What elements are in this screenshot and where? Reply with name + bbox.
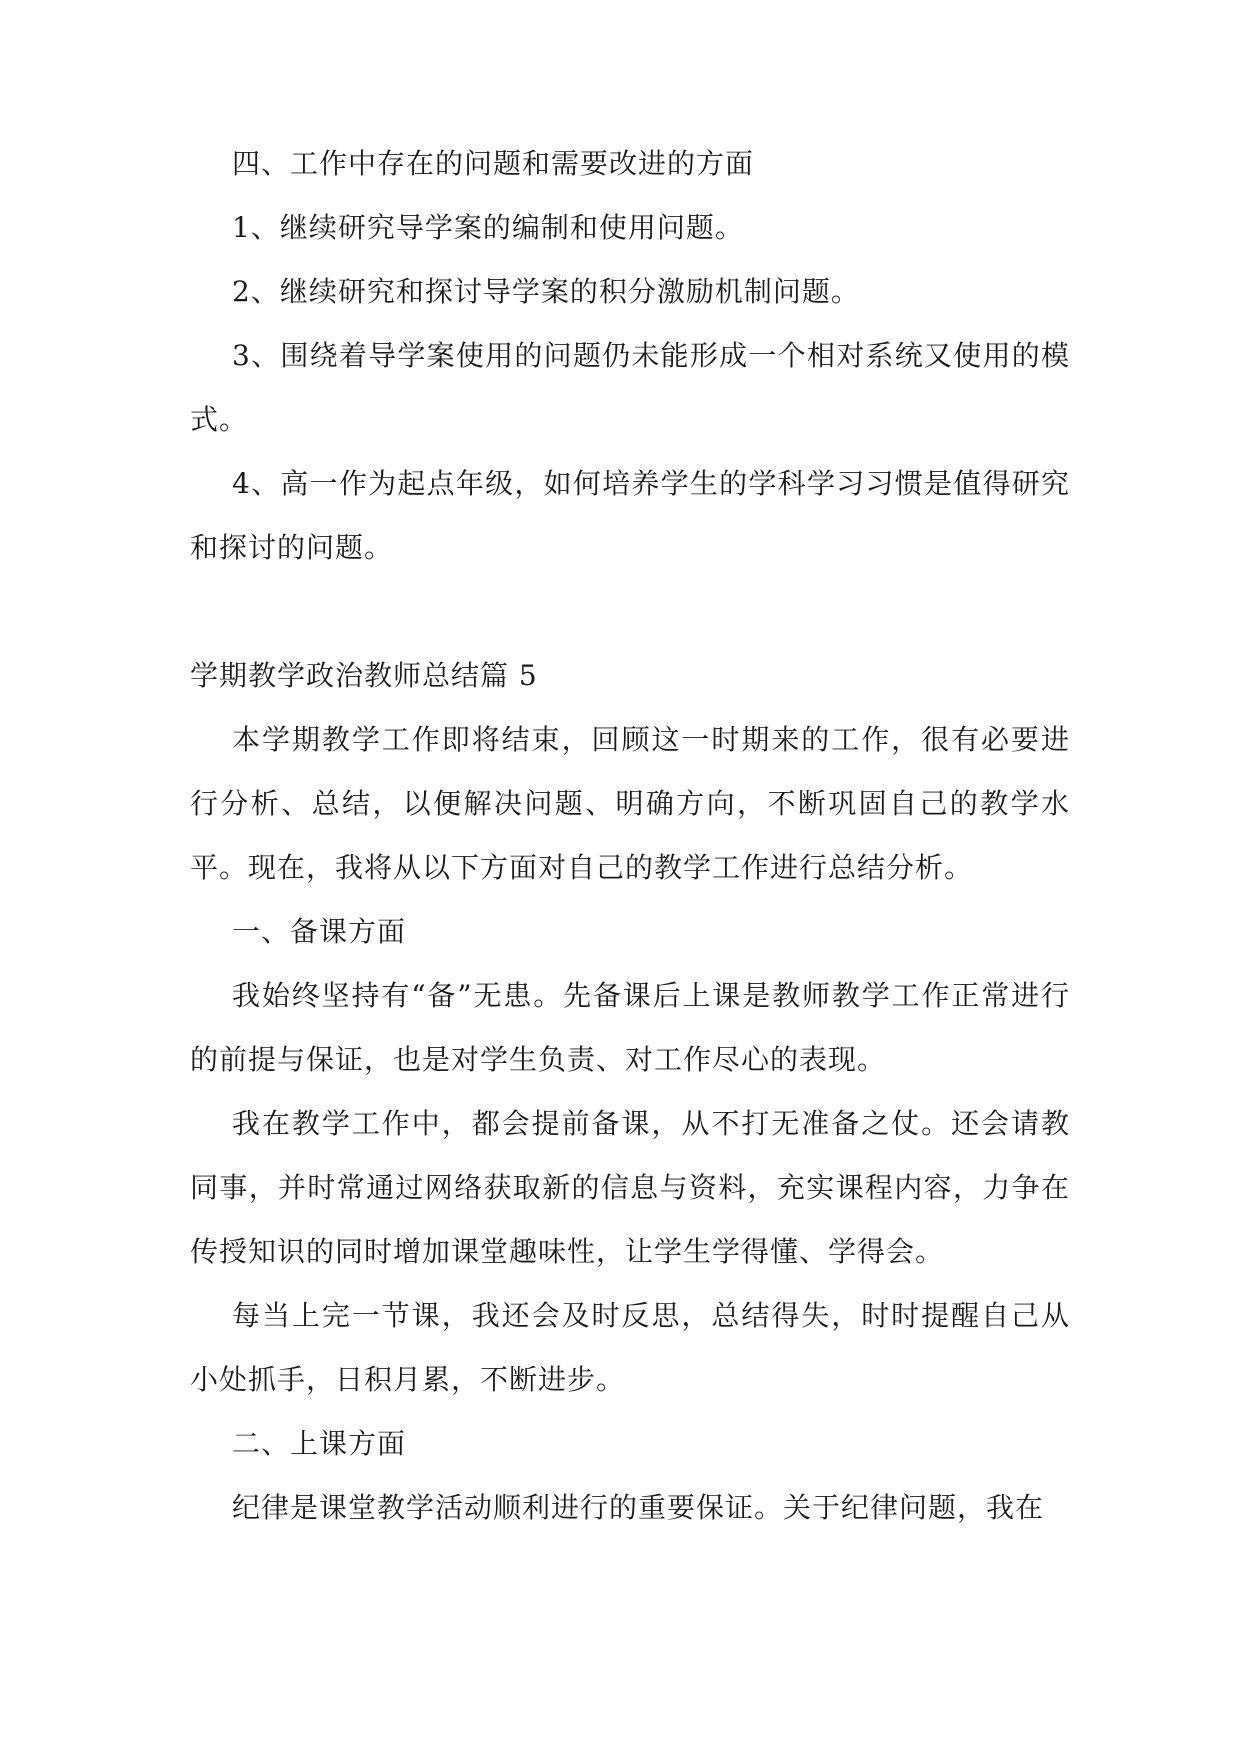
list-item: 3、围绕着导学案使用的问题仍未能形成一个相对系统又使用的模式。: [190, 339, 1070, 436]
section-four-heading: 四、工作中存在的问题和需要改进的方面: [232, 147, 755, 180]
prep-paragraph-1: 我始终坚持有“备”无患。先备课后上课是教师教学工作正常进行的前提与保证，也是对学生负责、对工作尽心的表现。: [190, 979, 1070, 1076]
document-body: [190, 132, 1070, 1540]
list-item: 4、高一作为起点年级，如何培养学生的学科学习习惯是值得研究和探讨的问题。: [190, 467, 1070, 564]
list-item: 2、继续研究和探讨导学案的积分激励机制问题。: [232, 275, 860, 308]
list-item: 1、继续研究导学案的编制和使用问题。: [232, 211, 744, 244]
intro-paragraph: 本学期教学工作即将结束，回顾这一时期来的工作，很有必要进行分析、总结，以便解决问题、明确方向，不断巩固自己的教学水平。现在，我将从以下方面对自己的教学工作进行总结分析。: [190, 723, 1070, 884]
prep-paragraph-3: 每当上完一节课，我还会及时反思，总结得失，时时提醒自己从小处抓手，日积月累，不断进步。: [190, 1299, 1070, 1396]
prep-heading: 一、备课方面: [232, 915, 407, 948]
article-title: 学期教学政治教师总结篇 5: [190, 659, 538, 692]
prep-paragraph-2: 我在教学工作中，都会提前备课，从不打无准备之仗。还会请教同事，并时常通过网络获取新的信息与资料，充实课程内容，力争在传授知识的同时增加课堂趣味性，让学生学得懂、学得会。: [190, 1107, 1070, 1268]
class-heading: 二、上课方面: [232, 1427, 407, 1460]
class-paragraph-1: 纪律是课堂教学活动顺利进行的重要保证。关于纪律问题，我在: [232, 1491, 1045, 1524]
